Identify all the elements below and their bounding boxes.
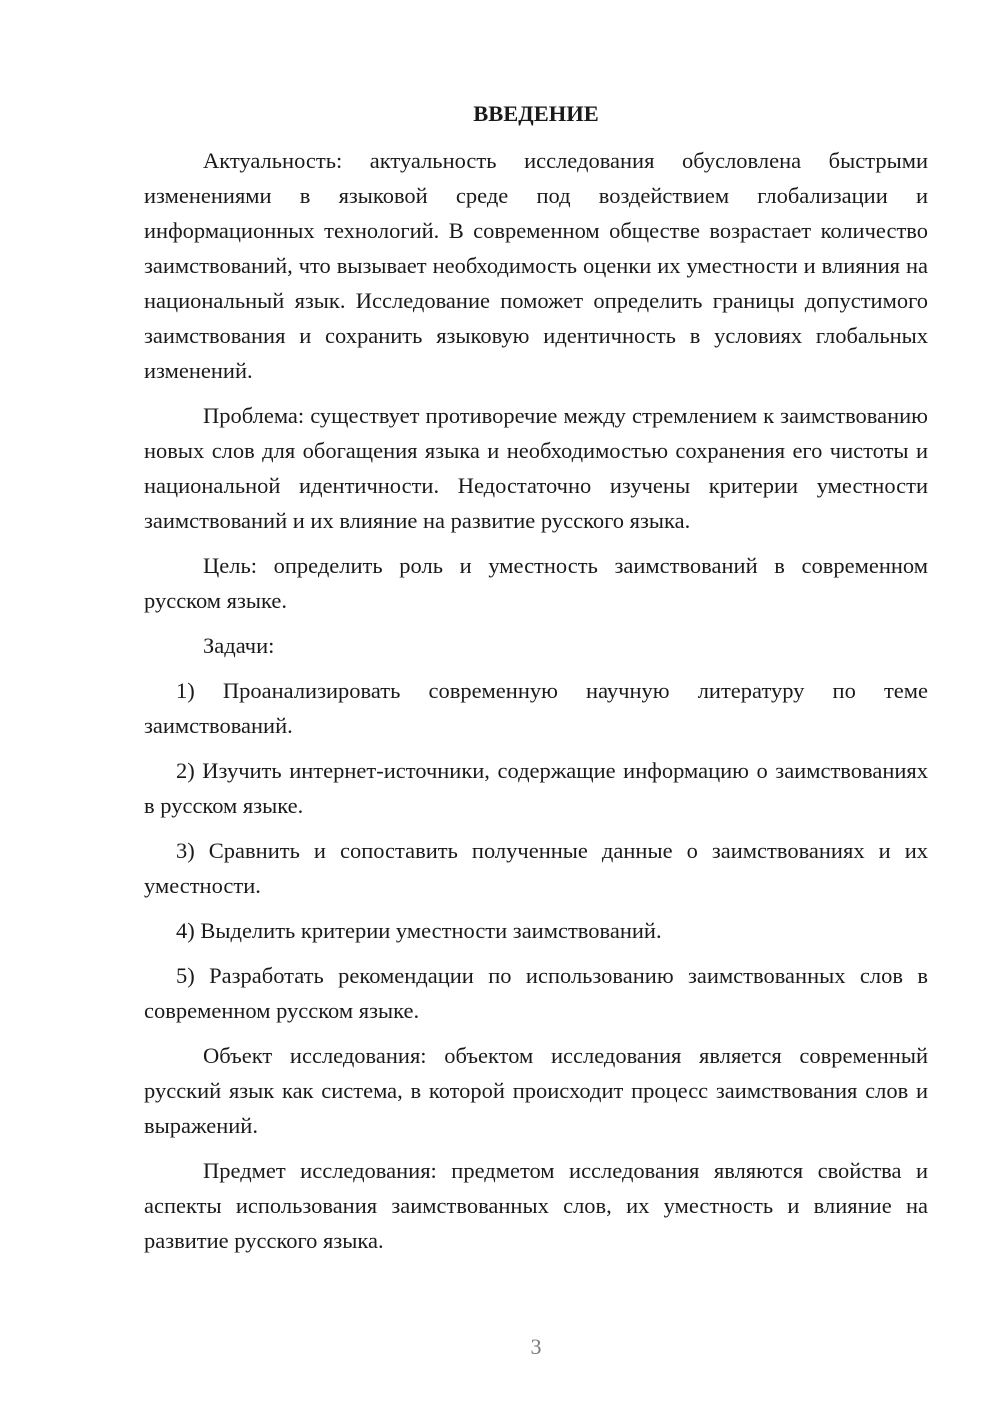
task-item: 2) Изучить интернет-источники, содержащие информацию о заимствованиях в русском языке. <box>144 758 928 818</box>
task-item: 5) Разработать рекомендации по использованию заимствованных слов в современном русском языке. <box>144 963 928 1023</box>
task-item: 4) Выделить критерии уместности заимствований. <box>176 918 662 943</box>
relevance-paragraph: Актуальность: актуальность исследования обусловлена быстрыми изменениями в языковой среде под воздействием глобализации и информационных технологий. В современном обществе возрастает количество заимствований, что вызывает необходимость оценки их уместности и влияния на национальный язык. Исследование поможет определить границы допустимого заимствования и сохранить языковую идентичность в условиях глобальных изменений. <box>144 148 928 383</box>
task-item: 1) Проанализировать современную научную литературу по теме заимствований. <box>144 678 928 738</box>
task-item: 3) Сравнить и сопоставить полученные данные о заимствованиях и их уместности. <box>144 838 928 898</box>
tasks-list <box>144 673 928 1028</box>
goal-paragraph: Цель: определить роль и уместность заимствований в современном русском языке. <box>144 553 928 613</box>
page-content <box>144 96 928 1268</box>
tasks-label: Задачи: <box>203 633 275 658</box>
subject-paragraph: Предмет исследования: предметом исследования являются свойства и аспекты использования заимствованных слов, их уместность и влияние на развитие русского языка. <box>144 1158 928 1253</box>
problem-paragraph: Проблема: существует противоречие между стремлением к заимствованию новых слов для обогащения языка и необходимостью сохранения его чистоты и национальной идентичности. Недостаточно изучены критерии уместности заимствований и их влияние на развитие русского языка. <box>144 403 928 533</box>
page-number: 3 <box>530 1334 542 1359</box>
page-title: ВВЕДЕНИЕ <box>473 101 599 126</box>
object-paragraph: Объект исследования: объектом исследования является современный русский язык как система, в которой происходит процесс заимствования слов и выражений. <box>144 1043 928 1138</box>
